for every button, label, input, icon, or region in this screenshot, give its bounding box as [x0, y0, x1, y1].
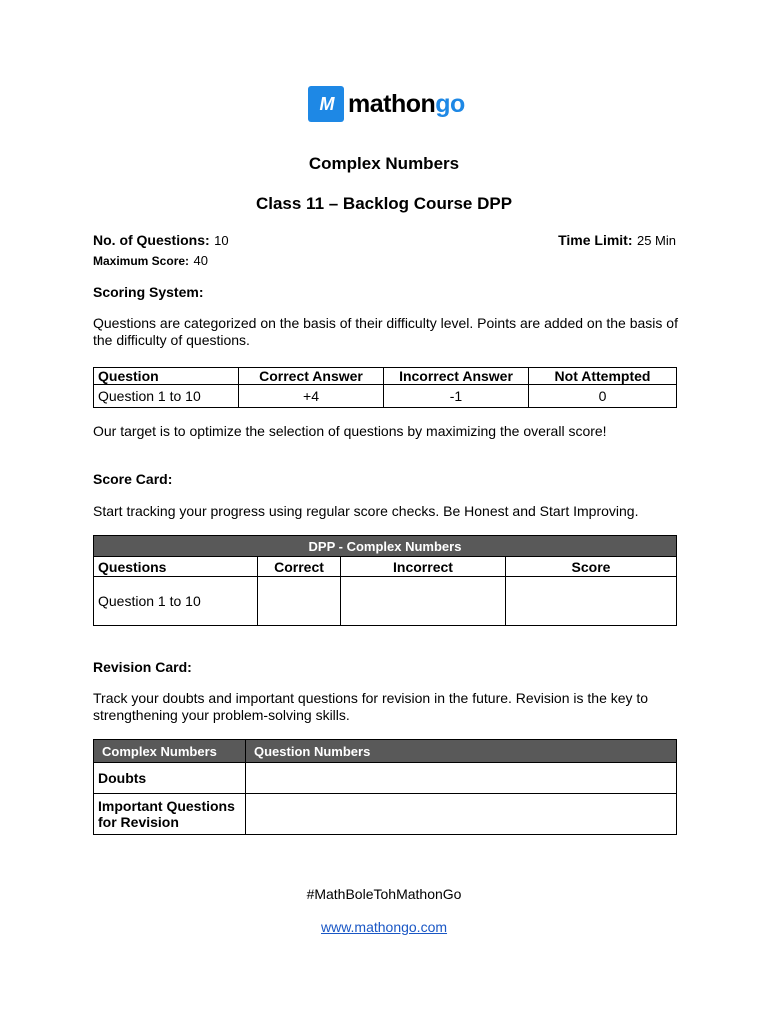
brand-name	[348, 89, 465, 118]
scoring-description: Questions are categorized on the basis of their difficulty level. Points are added on the basis of the difficulty of questions.	[93, 315, 678, 348]
scoring-header-incorrect: Incorrect Answer	[384, 368, 529, 385]
score-card-header-incorrect: Incorrect	[341, 557, 506, 577]
mathongo-logo	[308, 86, 465, 122]
scoring-header-not-attempted: Not Attempted	[529, 368, 677, 385]
page-subtitle: Class 11 – Backlog Course DPP	[255, 194, 513, 213]
score-card-incorrect-cell[interactable]	[341, 577, 506, 626]
score-card-table-title: DPP - Complex Numbers	[94, 536, 677, 557]
scoring-table	[93, 367, 677, 408]
table-row	[94, 577, 677, 626]
revision-header-question-numbers: Question Numbers	[246, 740, 677, 763]
time-info	[558, 232, 676, 250]
scoring-cell-incorrect: -1	[384, 385, 529, 408]
target-text: Our target is to optimize the selection of questions by maximizing the overall score!	[93, 423, 607, 439]
scoring-cell-correct: +4	[239, 385, 384, 408]
table-row	[94, 794, 677, 835]
score-card-header-score: Score	[506, 557, 677, 577]
score-card-header-questions: Questions	[94, 557, 258, 577]
score-card-row-label: Question 1 to 10	[94, 577, 258, 626]
scoring-header-question: Question	[94, 368, 239, 385]
questions-info	[93, 232, 229, 250]
revision-row-important: Important Questions for Revision	[94, 794, 246, 835]
table-row	[94, 763, 677, 794]
scoring-cell-question: Question 1 to 10	[94, 385, 239, 408]
mathongo-logo-icon: M	[308, 86, 344, 122]
revision-important-cell[interactable]	[246, 794, 677, 835]
brand-name-suffix: go	[435, 89, 465, 118]
revision-header-topic: Complex Numbers	[94, 740, 246, 763]
revision-card-table	[93, 739, 677, 835]
score-label: Maximum Score:	[93, 254, 190, 268]
scoring-heading: Scoring System:	[93, 284, 204, 300]
footer-hashtag: #MathBoleTohMathonGo	[306, 886, 462, 902]
table-row	[94, 385, 677, 408]
score-card-table	[93, 535, 677, 626]
page-title: Complex Numbers	[308, 154, 460, 173]
score-card-description: Start tracking your progress using regular score checks. Be Honest and Start Improving.	[93, 503, 639, 519]
scoring-header-correct: Correct Answer	[239, 368, 384, 385]
revision-row-doubts: Doubts	[94, 763, 246, 794]
revision-doubts-cell[interactable]	[246, 763, 677, 794]
score-info	[93, 252, 208, 270]
score-card-score-cell[interactable]	[506, 577, 677, 626]
revision-card-description: Track your doubts and important questions for revision in the future. Revision is the key to strengthening your problem-solving skills.	[93, 690, 649, 723]
score-card-correct-cell[interactable]	[258, 577, 341, 626]
revision-card-heading: Revision Card:	[93, 659, 192, 675]
footer-website-link[interactable]: www.mathongo.com	[320, 919, 448, 935]
score-card-header-correct: Correct	[258, 557, 341, 577]
time-label: Time Limit:	[558, 232, 633, 248]
questions-value: 10	[214, 233, 229, 248]
score-value: 40	[193, 253, 208, 268]
questions-label: No. of Questions:	[93, 232, 210, 248]
time-value: 25 Min	[636, 233, 676, 248]
brand-name-prefix: mathon	[348, 89, 436, 118]
scoring-cell-not-attempted: 0	[529, 385, 677, 408]
score-card-heading: Score Card:	[93, 471, 173, 487]
